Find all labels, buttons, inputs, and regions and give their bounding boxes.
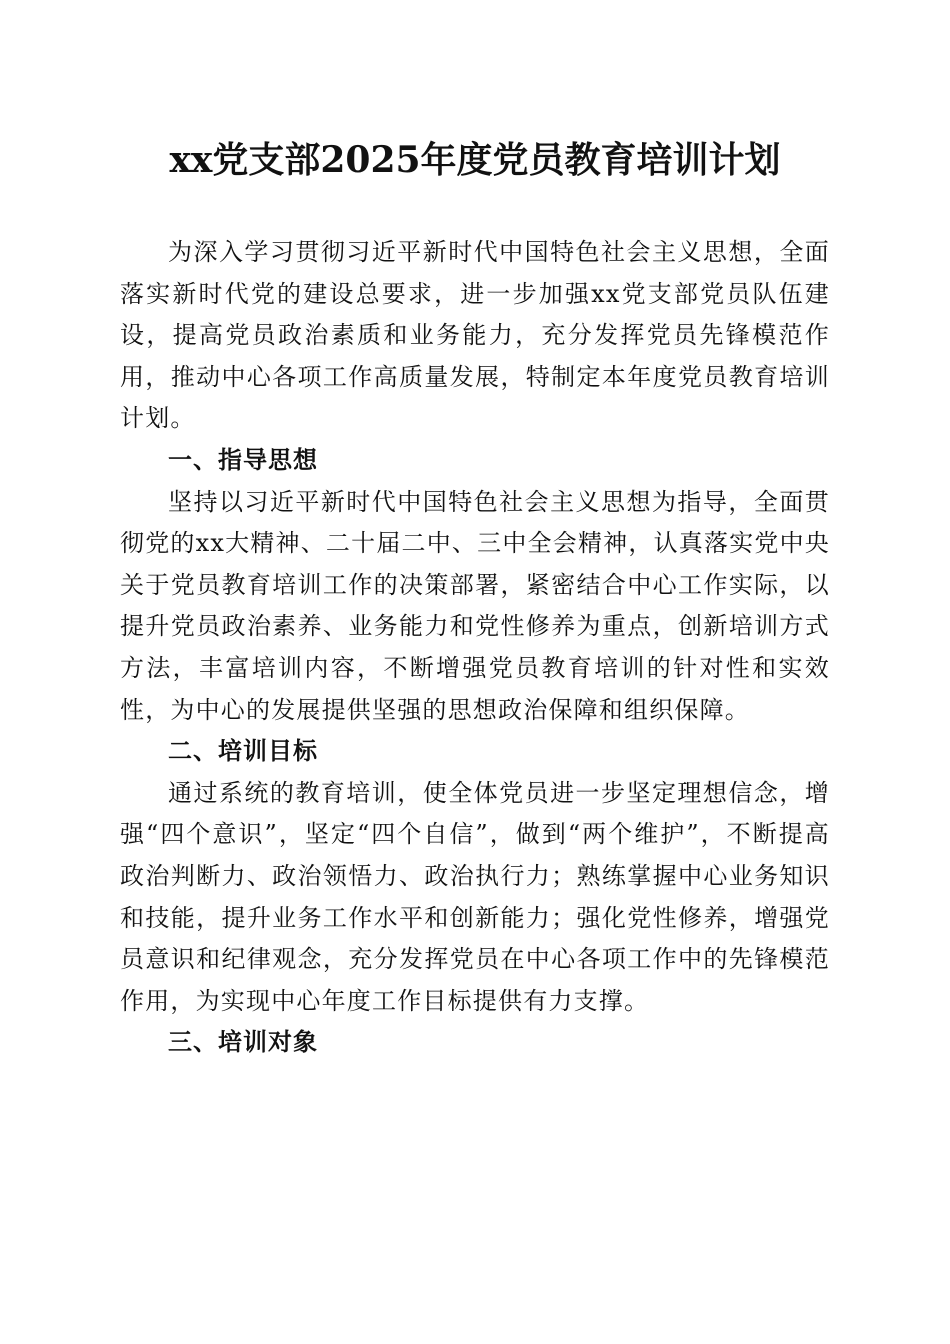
- section-heading-training-goals: 二、培训目标: [168, 737, 318, 766]
- document-title: xx党支部2025年度党员教育培训计划: [169, 139, 781, 181]
- section-heading-guiding-ideology: 一、指导思想: [168, 445, 318, 474]
- intro-paragraph: 为深入学习贯彻习近平新时代中国特色社会主义思想，全面落实新时代党的建设总要求，进一步加强xx党支部党员队伍建设，提高党员政治素质和业务能力，充分发挥党员先锋模范作用，推动中心各项工作高质量发展，特制定本年度党员教育培训计划。: [120, 238, 830, 433]
- section-text-training-goals: 通过系统的教育培训，使全体党员进一步坚定理想信念，增强“四个意识”，坚定“四个自信”，做到“两个维护”，不断提高政治判断力、政治领悟力、政治执行力；熟练掌握中心业务知识和技能，提升业务工作水平和创新能力；强化党性修养，增强党员意识和纪律观念，充分发挥党员在中心各项工作中的先锋模范作用，为实现中心年度工作目标提供有力支撑。: [120, 778, 830, 1015]
- section-heading-training-targets: 三、培训对象: [168, 1028, 318, 1057]
- document-body: [120, 232, 830, 1064]
- section-text-guiding-ideology: 坚持以习近平新时代中国特色社会主义思想为指导，全面贯彻党的xx大精神、二十届二中、三中全会精神，认真落实党中央关于党员教育培训工作的决策部署，紧密结合中心工作实际，以提升党员政治素养、业务能力和党性修养为重点，创新培训方式方法，丰富培训内容，不断增强党员教育培训的针对性和实效性，为中心的发展提供坚强的思想政治保障和组织保障。: [120, 487, 830, 724]
